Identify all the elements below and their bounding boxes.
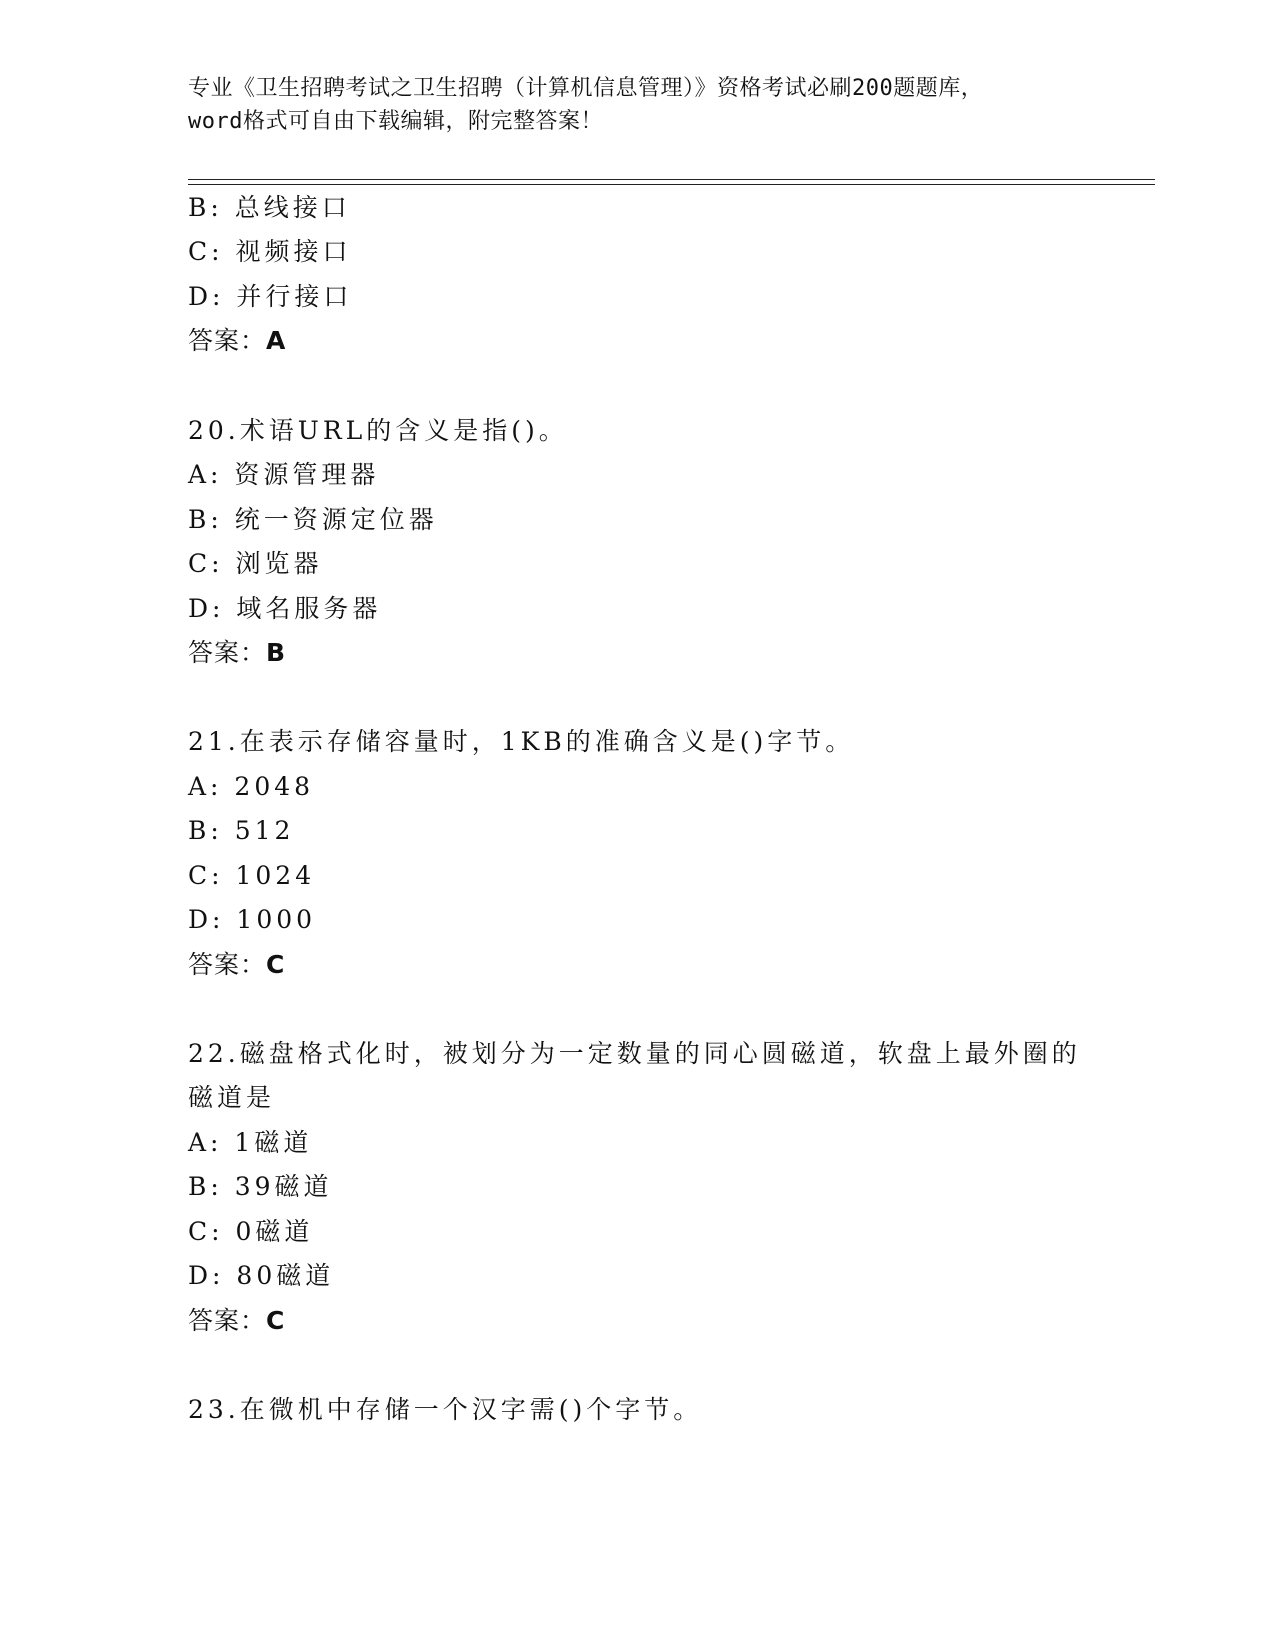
q21-option-a: A: 2048 xyxy=(188,772,315,801)
q21-option-c: C: 1024 xyxy=(188,861,316,890)
q23-stem: 23.在微机中存储一个汉字需()个字节。 xyxy=(188,1395,703,1424)
q22-option-a: A: 1磁道 xyxy=(188,1128,313,1157)
header-divider-top xyxy=(188,179,1155,180)
q20-answer xyxy=(188,638,286,668)
q20-option-a: A: 资源管理器 xyxy=(188,460,380,489)
q22-option-c: C: 0磁道 xyxy=(188,1217,314,1246)
q21-stem: 21.在表示存储容量时，1KB的准确含义是()字节。 xyxy=(188,727,855,756)
q21-option-b: B: 512 xyxy=(188,816,295,845)
q20-option-b: B: 统一资源定位器 xyxy=(188,505,438,534)
q22-stem-line-2: 磁道是 xyxy=(188,1083,276,1112)
answer-label: 答案： xyxy=(188,326,267,355)
answer-label: 答案： xyxy=(188,638,267,667)
q19-option-c: C: 视频接口 xyxy=(188,237,352,266)
q22-option-b: B: 39磁道 xyxy=(188,1172,333,1201)
q19-option-d: D: 并行接口 xyxy=(188,282,353,311)
q20-option-d: D: 域名服务器 xyxy=(188,594,382,623)
q22-option-d: D: 80磁道 xyxy=(188,1261,335,1290)
header-divider-bottom xyxy=(188,184,1155,185)
q22-stem-line-1: 22.磁盘格式化时，被划分为一定数量的同心圆磁道，软盘上最外圈的 xyxy=(188,1039,1081,1068)
answer-label: 答案： xyxy=(188,1306,267,1335)
answer-value: A xyxy=(266,326,287,355)
q20-option-c: C: 浏览器 xyxy=(188,549,323,578)
answer-value: B xyxy=(266,638,287,667)
answer-label: 答案： xyxy=(188,950,267,979)
header-line-2: word格式可自由下载编辑，附完整答案！ xyxy=(188,109,603,134)
answer-value: C xyxy=(266,950,286,979)
q19-answer xyxy=(188,326,286,356)
header-line-1: 专业《卫生招聘考试之卫生招聘（计算机信息管理）》资格考试必刷200题题库， xyxy=(188,76,984,101)
q19-option-b: B: 总线接口 xyxy=(188,193,351,222)
q21-answer xyxy=(188,950,285,980)
q22-answer xyxy=(188,1306,285,1336)
q21-option-d: D: 1000 xyxy=(188,905,317,934)
answer-value: C xyxy=(266,1306,286,1335)
document-header xyxy=(188,72,1088,138)
q20-stem: 20.术语URL的含义是指()。 xyxy=(188,416,568,445)
